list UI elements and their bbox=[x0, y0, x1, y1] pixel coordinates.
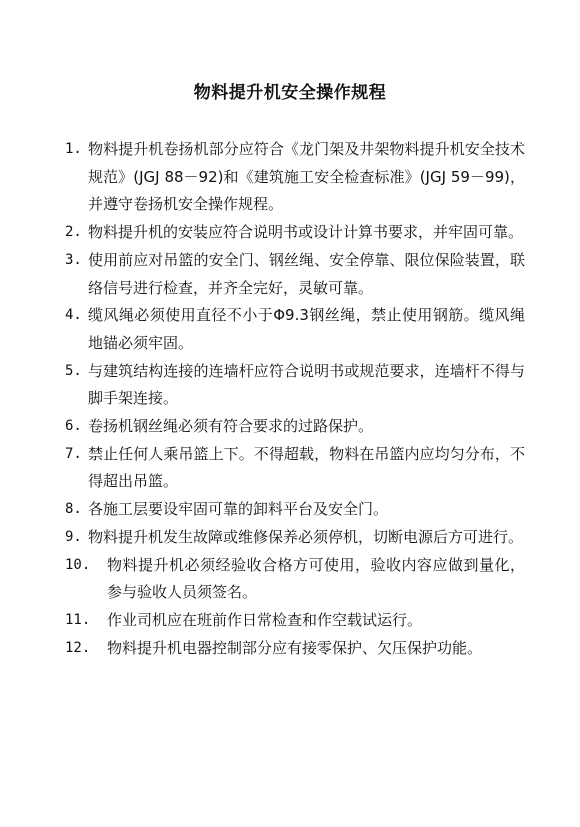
document-title: 物料提升机安全操作规程 bbox=[193, 83, 387, 103]
rules-list bbox=[65, 136, 525, 662]
rule-item bbox=[65, 219, 525, 247]
rule-text: 卷扬机钢丝绳必须有符合要求的过路保护。 bbox=[88, 417, 374, 436]
rule-item bbox=[65, 552, 525, 607]
rule-item bbox=[65, 302, 525, 357]
rule-item bbox=[65, 441, 525, 496]
rule-number: 7. bbox=[65, 445, 82, 462]
rule-number: 12. bbox=[65, 639, 91, 656]
rule-text: 缆风绳必须使用直径不小于Φ9.3钢丝绳，禁止使用钢筋。缆风绳地锚必须牢固。 bbox=[88, 306, 525, 352]
rule-item bbox=[65, 496, 525, 524]
rule-item bbox=[65, 524, 525, 552]
rule-item bbox=[65, 607, 525, 635]
rule-text: 使用前应对吊篮的安全门、钢丝绳、安全停靠、限位保险装置，联络信号进行检查，并齐全完好，灵敏可靠。 bbox=[88, 250, 525, 297]
rule-number: 3. bbox=[65, 251, 82, 268]
rule-text: 物料提升机卷扬机部分应符合《龙门架及井架物料提升机安全技术规范》(JGJ 88－92)和《建筑施工安全检查标准》(JGJ 59－99)，并遵守卷扬机安全操作规程。 bbox=[88, 140, 525, 214]
rule-number: 10. bbox=[65, 556, 91, 573]
rule-text: 物料提升机发生故障或维修保养必须停机，切断电源后方可进行。 bbox=[88, 527, 524, 546]
rule-number: 5. bbox=[65, 362, 82, 379]
rule-item bbox=[65, 247, 525, 302]
rule-text: 物料提升机必须经验收合格方可使用，验收内容应做到量化，参与验收人员须签名。 bbox=[107, 555, 525, 602]
rule-text: 与建筑结构连接的连墙杆应符合说明书或规范要求，连墙杆不得与脚手架连接。 bbox=[88, 361, 525, 408]
rule-number: 1. bbox=[65, 141, 82, 157]
rule-text: 禁止任何人乘吊篮上下。不得超载，物料在吊篮内应均匀分布，不得超出吊篮。 bbox=[88, 444, 525, 491]
rule-item bbox=[65, 136, 525, 219]
rule-number: 4. bbox=[65, 307, 82, 324]
rule-text: 物料提升机的安装应符合说明书或设计计算书要求，并牢固可靠。 bbox=[88, 223, 524, 242]
rule-item bbox=[65, 635, 525, 663]
rule-item bbox=[65, 413, 525, 441]
rule-number: 8. bbox=[65, 501, 82, 518]
rule-item bbox=[65, 358, 525, 413]
rule-text: 各施工层要设牢固可靠的卸料平台及安全门。 bbox=[88, 500, 389, 519]
rule-number: 6. bbox=[65, 418, 82, 435]
rule-text: 物料提升机电器控制部分应有接零保护、欠压保护功能。 bbox=[107, 638, 483, 657]
rule-text: 作业司机应在班前作日常检查和作空载试运行。 bbox=[107, 610, 423, 629]
rule-number: 2. bbox=[65, 224, 82, 241]
rule-number: 11. bbox=[65, 611, 91, 628]
rule-number: 9. bbox=[65, 528, 82, 545]
